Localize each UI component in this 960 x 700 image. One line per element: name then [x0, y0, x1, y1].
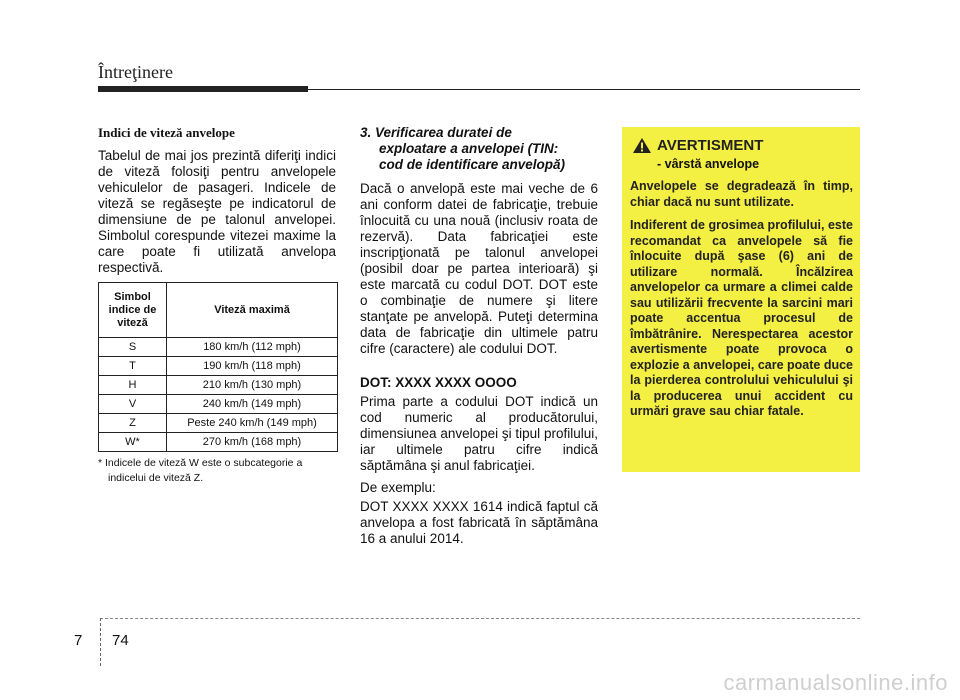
warning-text-1: Anvelopele se degradează în timp, chiar dacă nu sunt utilizate. — [630, 179, 853, 209]
tin-paragraph: Dacă o anvelopă este mai veche de 6 ani conform datei de fabricaţie, trebuie înlocuită cu una nouă (inclusiv roata de rezervă). Data fabricaţiei este inscripţionată pe talonul anvelopei (posibil doar pe partea interioară) şi este marcată cu codul DOT. DOT este o combinaţie de numere şi litere stanţate pe anvelopă. Puteţi determina data de fabricaţie din ultimele patru cifre (caractere) ale codului DOT. — [360, 181, 598, 356]
speed-cell: Peste 240 km/h (149 mph) — [167, 414, 338, 433]
speed-index-intro: Tabelul de mai jos prezintă diferiţi indici de viteză folosiţi pentru anvelopele vehiculelor de pasageri. Indicele de viteză se regăseşte pe indicatorul de dimensiune de pe talonul anvelopei. Simbolul corespunde vitezei maxime la care poate fi utilizată anvelopa respectivă. — [98, 148, 336, 275]
step-heading-line-1: 3. Verificarea duratei de — [360, 125, 512, 140]
middle-column — [360, 125, 598, 547]
warning-subtitle: - vârstă anvelope — [657, 157, 760, 171]
footnote-line-2: indicelui de viteză Z. — [108, 472, 204, 484]
speed-cell: 210 km/h (130 mph) — [167, 376, 338, 395]
header-symbol: Simbol indice de viteză — [99, 283, 167, 338]
footer-rule — [100, 618, 860, 619]
speed-cell: 240 km/h (149 mph) — [167, 395, 338, 414]
table-row — [99, 414, 338, 433]
symbol-cell: S — [99, 338, 167, 357]
footer-divider — [100, 618, 101, 666]
footnote-line-1: * Indicele de viteză W este o subcategorie a — [98, 457, 303, 469]
table-row — [99, 433, 338, 452]
page-number: 74 — [112, 632, 129, 649]
symbol-cell: H — [99, 376, 167, 395]
speed-cell: 270 km/h (168 mph) — [167, 433, 338, 452]
warning-box — [622, 127, 860, 472]
warning-triangle-icon — [632, 137, 652, 154]
table-row — [99, 338, 338, 357]
speed-cell: 190 km/h (118 mph) — [167, 357, 338, 376]
watermark: carmanualsonline.info — [723, 670, 948, 695]
chapter-number: 7 — [74, 632, 83, 649]
table-row — [99, 395, 338, 414]
warning-title: AVERTISMENT — [657, 137, 764, 154]
table-row — [99, 376, 338, 395]
section-heading: Indici de viteză anvelope — [98, 125, 235, 140]
speed-index-table — [98, 282, 338, 452]
symbol-cell: W* — [99, 433, 167, 452]
dot-format: DOT: XXXX XXXX OOOO — [360, 375, 517, 390]
step-heading — [360, 125, 598, 173]
header-max-speed: Viteză maximă — [167, 283, 338, 338]
header-rule — [308, 89, 860, 90]
step-heading-line-2: exploatare a anvelopei (TIN: — [379, 141, 559, 156]
speed-cell: 180 km/h (112 mph) — [167, 338, 338, 357]
chapter-title: Întreţinere — [98, 62, 173, 82]
header-bar — [98, 86, 308, 92]
table-header-row — [99, 283, 338, 338]
step-heading-line-3: cod de identificare anvelopă) — [379, 157, 566, 172]
dot-example: DOT XXXX XXXX 1614 indică faptul că anvelopa a fost fabricată în săptămâna 16 a anului 2014. — [360, 499, 598, 546]
symbol-cell: Z — [99, 414, 167, 433]
symbol-cell: T — [99, 357, 167, 376]
symbol-cell: V — [99, 395, 167, 414]
warning-text-2: Indiferent de grosimea profilului, este recomandat ca anvelopele să fie înlocuite după şase (6) ani de utilizare normală. Încălzirea anvelopelor ca urmare a climei calde sau utilizării frecvente la sarcini mari poate accentua procesul de îmbătrânire. Nerespectarea acestor avertismente poate provoca o explozie a anvelopei, care poate duce la pierderea controlului vehiculului şi la producerea unui accident cu urmări grave sau chiar fatale. — [630, 218, 854, 418]
table-footnote — [98, 456, 338, 486]
dot-explanation: Prima parte a codului DOT indică un cod numeric al producătorului, dimensiunea anvelopei şi tipul profilului, iar ultimele patru cifre indică săptămâna şi anul fabricaţiei. — [360, 394, 598, 473]
left-column — [98, 125, 336, 276]
warning-header — [632, 137, 853, 154]
example-label: De exemplu: — [360, 480, 436, 495]
table-row — [99, 357, 338, 376]
